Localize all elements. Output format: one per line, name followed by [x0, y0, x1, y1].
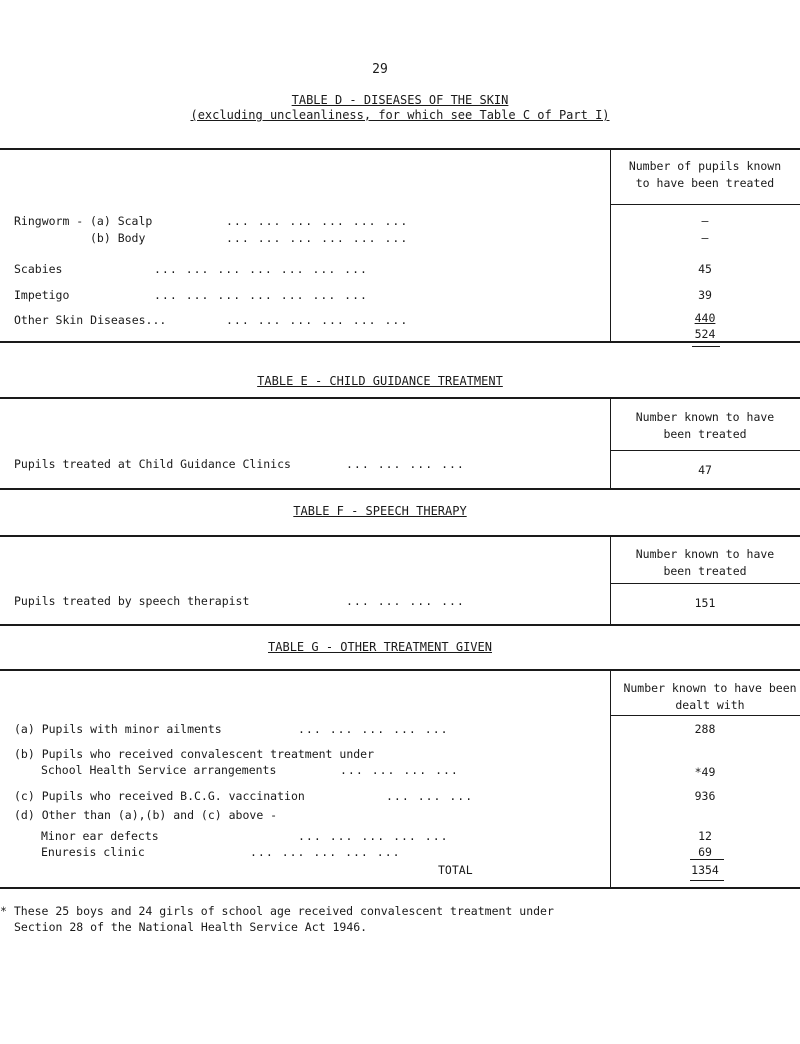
table-g-column-divider-lower — [610, 858, 611, 888]
footnote-line-2: Section 28 of the National Health Service Act 1946. — [14, 920, 368, 934]
table-d-value: 39 — [698, 288, 712, 302]
table-g-row-label: (c) Pupils who received B.C.G. vaccination — [14, 789, 305, 803]
table-d-header-rule — [610, 204, 800, 205]
table-g-value: 12 — [698, 829, 712, 843]
table-g-value: 69 — [698, 845, 712, 859]
leader-dots: ... ... ... ... ... ... — [226, 313, 409, 327]
table-g-top-rule — [0, 669, 800, 671]
table-d-row-label: Scabies — [14, 262, 63, 276]
table-f-row-label: Pupils treated by speech therapist — [14, 594, 250, 608]
table-d-value: – — [701, 214, 709, 228]
table-g-bottom-rule — [0, 887, 800, 889]
table-g-row-label-continued: School Health Service arrangements — [41, 763, 277, 777]
table-g-row-label: (a) Pupils with minor ailments — [14, 722, 222, 736]
table-d-row-label: (a) Scalp — [90, 214, 153, 228]
table-g-row-label: (b) Pupils who received convalescent treatment under — [14, 747, 375, 761]
leader-dots: ... ... ... ... — [346, 594, 465, 608]
table-f-bottom-rule — [0, 624, 800, 626]
table-g-header-rule — [610, 715, 800, 716]
table-d-row-label: Impetigo — [14, 288, 70, 302]
table-g-header: Number known to have been dealt with — [623, 681, 797, 712]
total-double-rule — [690, 880, 724, 881]
total-rule — [690, 859, 724, 860]
leader-dots: ... ... ... ... ... ... ... — [154, 288, 368, 302]
table-g-total-label: TOTAL — [438, 863, 473, 877]
table-d-row-label: (b) Body — [90, 231, 146, 245]
table-g-value: 936 — [694, 789, 716, 803]
leader-dots: ... ... ... ... ... — [298, 722, 449, 736]
table-d-total: 524 — [694, 327, 716, 341]
footnote-line-1: * These 25 boys and 24 girls of school age received convalescent treatment under — [0, 904, 554, 918]
table-e-title: TABLE E - CHILD GUIDANCE TREATMENT — [257, 374, 503, 388]
table-e-row-label: Pupils treated at Child Guidance Clinics — [14, 457, 291, 471]
table-e-value: 47 — [698, 463, 712, 477]
table-f-title: TABLE F - SPEECH THERAPY — [293, 504, 467, 518]
leader-dots: ... ... ... ... ... — [250, 845, 401, 859]
table-f-top-rule — [0, 535, 800, 537]
table-g-total: 1354 — [691, 863, 719, 877]
table-g-row-label: (d) Other than (a),(b) and (c) above - — [14, 808, 278, 822]
leader-dots: ... ... ... — [386, 789, 474, 803]
leader-dots: ... ... ... ... ... ... ... — [154, 262, 368, 276]
table-g-row-label: Minor ear defects — [41, 829, 159, 843]
leader-dots: ... ... ... ... ... ... — [226, 214, 409, 228]
table-d-value: – — [701, 231, 709, 245]
table-g-value: *49 — [694, 765, 716, 779]
table-d-value: 440 — [694, 311, 716, 325]
total-double-rule — [692, 346, 720, 347]
leader-dots: ... ... ... ... ... ... — [226, 231, 409, 245]
table-d-bottom-rule — [0, 341, 800, 343]
leader-dots: ... ... ... ... ... — [298, 829, 449, 843]
page-number: 29 — [372, 62, 388, 77]
table-d-row-label: Other Skin Diseases... — [14, 313, 167, 327]
table-f-header: Number known to have been treated — [635, 547, 775, 578]
table-e-bottom-rule — [0, 488, 800, 490]
table-f-header-rule — [610, 583, 800, 584]
table-d-title: TABLE D - DISEASES OF THE SKIN — [291, 93, 509, 107]
table-f-value: 151 — [694, 596, 716, 610]
ringworm-label: Ringworm - — [14, 214, 84, 228]
table-e-header-rule — [610, 450, 800, 451]
table-g-value: 288 — [694, 722, 716, 736]
table-e-top-rule — [0, 397, 800, 399]
table-d-subtitle: (excluding uncleanliness, for which see Table C of Part I) — [190, 108, 610, 122]
table-d-value: 45 — [698, 262, 712, 276]
leader-dots: ... ... ... ... — [346, 457, 465, 471]
table-g-row-label: Enuresis clinic — [41, 845, 145, 859]
leader-dots: ... ... ... ... — [340, 763, 459, 777]
table-e-header: Number known to have been treated — [635, 410, 775, 441]
table-g-title: TABLE G - OTHER TREATMENT GIVEN — [268, 640, 492, 654]
table-d-header: Number of pupils known to have been treated — [628, 159, 782, 190]
table-d-top-rule — [0, 148, 800, 150]
